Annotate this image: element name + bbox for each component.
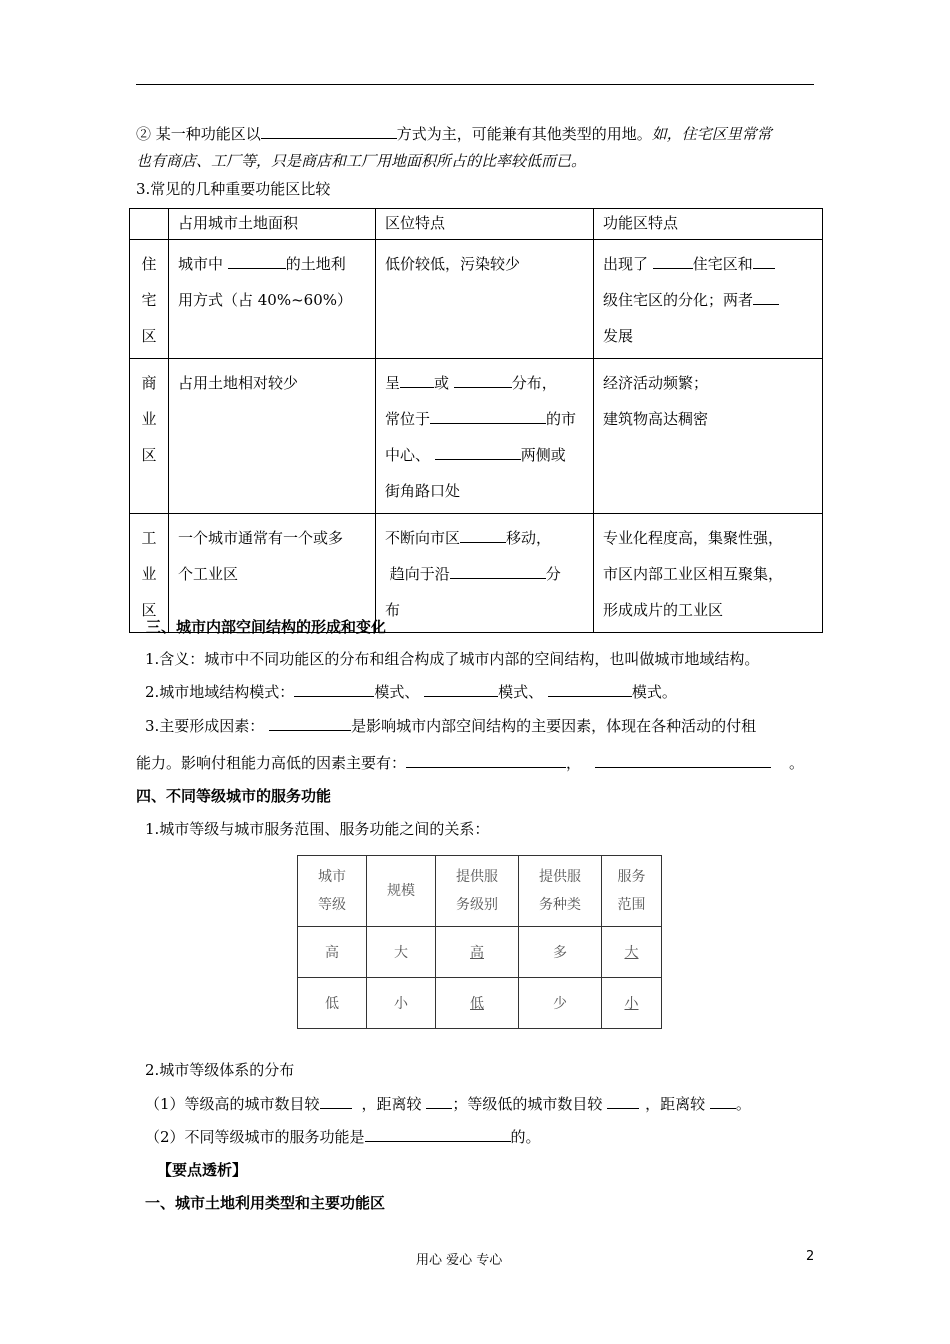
blank[interactable]: [294, 682, 374, 697]
cell-area: 占用土地相对较少: [169, 359, 376, 514]
header-cell: 城市 等级: [298, 856, 367, 927]
blank[interactable]: [320, 1094, 352, 1109]
section-4-p2: 2.城市等级体系的分布: [145, 1061, 295, 1079]
blank[interactable]: [607, 1094, 639, 1109]
blank[interactable]: [430, 409, 546, 424]
heading-3: 3.常见的几种重要功能区比较: [136, 180, 331, 198]
table-row: 高 大 高 多 大: [298, 927, 662, 978]
item-2-line2: 也有商店、工厂等，只是商店和工厂用地面积所占的比率较低而已。: [136, 152, 587, 170]
row-label-industrial: 工 业 区: [130, 514, 169, 633]
header-cell: 区位特点: [376, 209, 594, 240]
header-cell: [130, 209, 169, 240]
header-rule: [136, 84, 814, 85]
cell-location: 低价较低，污染较少: [376, 240, 594, 359]
analysis-title: 【要点透析】: [157, 1161, 248, 1179]
table-row-commercial: [130, 359, 823, 514]
header-cell: 提供服 务种类: [519, 856, 602, 927]
blank[interactable]: [228, 254, 286, 269]
header-cell: 占用城市土地面积: [169, 209, 376, 240]
blank[interactable]: [424, 682, 498, 697]
table-row-residential: [130, 240, 823, 359]
blank[interactable]: [365, 1127, 511, 1142]
section-4-p2-1: （1）等级高的城市数目较 ，距离较 ；等级低的城市数目较 ，距离较 。: [145, 1095, 751, 1113]
blank[interactable]: [548, 682, 632, 697]
table-header-row: [298, 856, 662, 927]
analysis-sub1: 一、城市土地利用类型和主要功能区: [145, 1194, 386, 1212]
page-number: 2: [806, 1249, 815, 1264]
section-3-p1: 1.含义：城市中不同功能区的分布和组合构成了城市内部的空间结构，也叫做城市地域结构。: [145, 650, 760, 668]
blank[interactable]: [269, 716, 351, 731]
cell-location: 不断向市区 移动， 趋向于沿 分 布: [376, 514, 594, 633]
city-level-table: [297, 855, 662, 1029]
table-row-industrial: [130, 514, 823, 633]
cell-location: 呈 或 分布， 常位于 的市 中心、 两侧或 街角路口处: [376, 359, 594, 514]
blank[interactable]: [454, 373, 512, 388]
row-label-commercial: 商 业 区: [130, 359, 169, 514]
blank[interactable]: [406, 753, 566, 768]
header-cell: 服务 范围: [602, 856, 662, 927]
section-3-p2: 2.城市地域结构模式： 模式、 模式、 模式。: [145, 683, 677, 701]
section-3-title: 三、城市内部空间结构的形成和变化: [146, 618, 387, 636]
row-label-residential: 住 宅 区: [130, 240, 169, 359]
function-zone-table: [129, 208, 823, 633]
section-4-p1: 1.城市等级与城市服务范围、服务功能之间的关系：: [145, 820, 490, 838]
header-cell: 提供服 务级别: [436, 856, 519, 927]
blank[interactable]: [753, 254, 775, 269]
blank[interactable]: [753, 290, 779, 305]
blank[interactable]: [595, 753, 771, 768]
cell-feature: 经济活动频繁； 建筑物高达稠密: [594, 359, 823, 514]
item-2-line1: ② 某一种功能区以 方式为主，可能兼有其他类型的用地。如，住宅区里常常: [136, 125, 772, 143]
header-cell: 规模: [367, 856, 436, 927]
cell-feature: 专业化程度高，集聚性强， 市区内部工业区相互聚集， 形成成片的工业区: [594, 514, 823, 633]
blank[interactable]: [450, 564, 546, 579]
blank[interactable]: [426, 1094, 452, 1109]
section-3-p3-line1: 3.主要形成因素： 是影响城市内部空间结构的主要因素，体现在各种活动的付租: [145, 717, 757, 735]
blank[interactable]: [435, 445, 521, 460]
blank[interactable]: [653, 254, 693, 269]
table-header-row: [130, 209, 823, 240]
cell-area: 城市中 的土地利 用方式（占 40%~60%）: [169, 240, 376, 359]
section-3-p3-line2: 能力。影响付租能力高低的因素主要有： ， 。: [136, 754, 805, 772]
header-cell: 功能区特点: [594, 209, 823, 240]
section-4-title: 四、不同等级城市的服务功能: [136, 787, 332, 805]
footer-text: 用心 爱心 专心: [416, 1253, 503, 1268]
cell-area: 一个城市通常有一个或多 个工业区: [169, 514, 376, 633]
section-4-p2-2: （2）不同等级城市的服务功能是 的。: [145, 1128, 541, 1146]
blank[interactable]: [710, 1094, 736, 1109]
blank[interactable]: [400, 373, 434, 388]
blank[interactable]: [261, 124, 397, 139]
blank[interactable]: [460, 528, 506, 543]
table-row: 低 小 低 少 小: [298, 978, 662, 1029]
cell-feature: 出现了 住宅区和 级住宅区的分化；两者 发展: [594, 240, 823, 359]
